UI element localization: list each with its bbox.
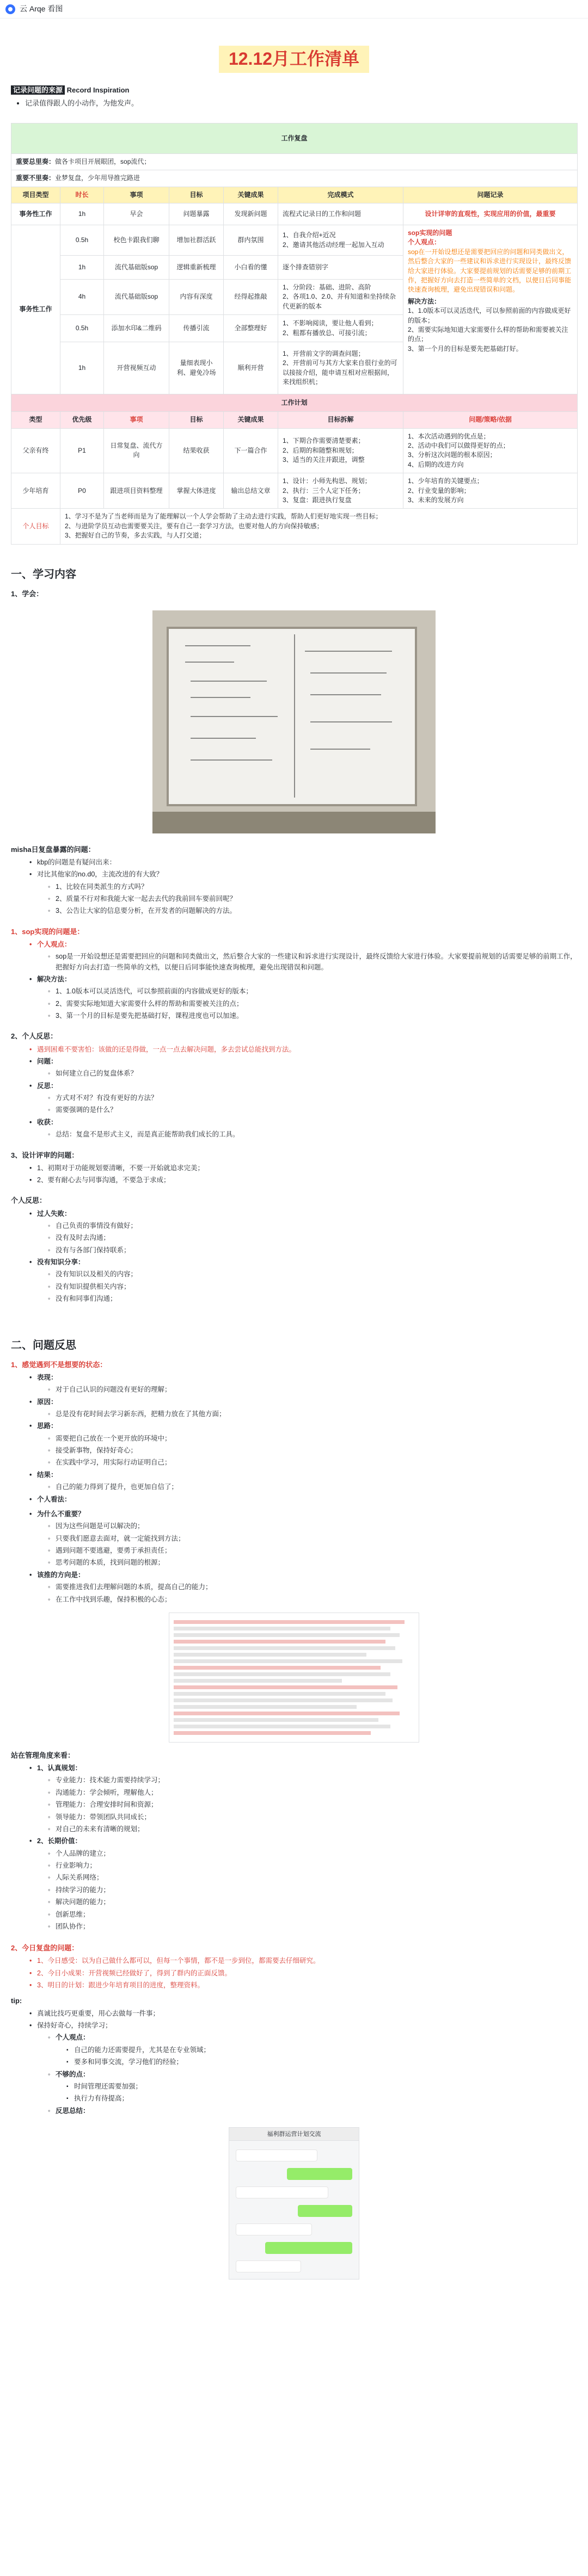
list-item: ◦ 接受新事物，保持好奇心； [48,1445,577,1456]
people-title: 2、个人反思： [11,1032,58,1041]
list-item: ◦ 因为这些问题是可以解决的； [48,1521,577,1531]
list-item: • 3、明日的计划：跟进少年培育项目的进度，整理资料。 [29,1980,577,1991]
list-item: ◦ 没有及时去沟通； [48,1233,577,1243]
sop-title: 1、sop实现的问题是： [11,927,84,936]
note-cell: sop实现的问题 个人观点： sop在一开始设想还是需要把回应的问题和同类做出文，然后整合大家的一些建议和诉求进行实现设计，最终反馈给大家进行体验。大家要提前规划的话需要足够的前期工作，把握好方向去打造一些简单的文档，以便日后同事能快速查询梳理，避免出现错误和问题。 解决方法： 1、1.0版本可以灵活迭代，可以参照前面的内容做成更好的版本； 2、需要实际地知道大家需要什么样的帮助和需要被关注的点； 3、第一个月的目标是要先把基础打好。 [403,225,578,394]
list-item: ◦ 个人观点： [48,2033,577,2043]
list-item: ◦ 在实践中学习，用实际行动证明自己； [48,1457,577,1468]
list-item: ◦ 总是没有花时间去学习新东西，把精力放在了其他方面； [48,1409,577,1419]
list-item: ◦ 专业能力：技术能力需要持续学习； [48,1775,577,1786]
list-item: ◦ 团队协作； [48,1922,577,1932]
summary-row: 重要总里奏：做各卡项目开展眼团，sop流代； [11,153,578,170]
list-item: • 原因： [29,1397,577,1407]
list-item: ◦ 领导能力：带领团队共同成长； [48,1812,577,1823]
list-item: • 2、要有耐心去与同事沟通，不要急于求成； [29,1175,577,1185]
document-title-wrap [11,46,577,73]
plan-table-header: 类型 优先级 事项 目标 关键成果 目标拆解 问题/策略/依据 [11,412,578,428]
list-item: ◦ 如何建立自己的复盘体系？ [48,1068,577,1079]
list-item: • 反思： [29,1081,577,1091]
table-row: 0.5h 添加水印&二维码 传播引流 全部整理好 1、不影响阅读，要让他人看到； 2、粗都有播放总、可接引流； [11,315,578,342]
list-item: • 没有知识分享： [29,1257,577,1268]
list-item: ◦ 2、质量不行对和我能大家一起去去代的我前回车要前回呢？ [48,894,577,904]
section-heading: 二、问题反思 [11,1339,76,1351]
chat-screenshot [229,2127,359,2280]
list-item: ◦ 解决问题的能力； [48,1897,577,1907]
table-row: 父亲有终 P1 日常复盘、流代方向 结果收获 下一篇合作 1、下期合作需要清楚要素； 2、后期的和随整和规划； 3、适当的关注并跟进，调整 1、本次活动遇到的优点是； 2、活动中我们可以做得更好的点； 3、分析这次问题的根本原因； 4、后期的改进方向 [11,428,578,473]
list-item: ◦ 总结：复盘不是形式主义，而是真正能帮助我们成长的工具。 [48,1129,577,1140]
list-item: ◦ 1、比较在同类派生的方式吗？ [48,882,577,892]
app-logo-icon [5,4,15,14]
table-row: 4h 流代基础版sop 内容有深度 经得起推敲 1、分阶段：基础、进阶、高阶 2、各项1.0、2.0、并有知道和坐持续杂代更新的版本 [11,280,578,315]
list-item: • 2、长期价值： [29,1836,577,1846]
list-item: • 个人观点： [29,940,577,950]
list-item: ◦ 个人品牌的建立； [48,1849,577,1859]
list-item: ◦ 不够的点： [48,2070,577,2080]
list-item: • 记录值得跟人的小动作，为他发声。 [25,98,577,109]
list-item: • 1、今日感受：以为自己做什么都可以，但每一个事情，都不是一步到位，都需要去仔细研究。 [29,1956,577,1966]
tip-label: tip: [11,1996,22,2005]
screenshot-note-image [169,1613,419,1743]
list-item: • 该推的方向是： [29,1570,577,1580]
list-item: ◦ 对于自己认识的问题没有更好的理解； [48,1385,577,1395]
plan-band: 工作计划 [11,394,578,412]
list-item: ◦ 管理能力：合理安排时间和资源； [48,1800,577,1810]
table-row: 少年培育 P0 跟进项目资料整理 掌握大体进度 输出总结文章 1、设计：小师先构思、规划； 2、执行：三个人定下任务； 3、复盘：跟进执行复盘 1、少年培育的关键要点； 2、行业变量的影响； 3、未来的发展方向 [11,473,578,509]
list-item: • 2、今日小成果：开营视频已经做好了，得到了群内的正面反馈。 [29,1968,577,1979]
table-row: 事务性工作 0.5h 校色卡跟我们聊 增加社群活跃 群内氛围 1、自我介绍+近况 2、邀请其他活动经理一起加入互动 sop实现的问题 个人观点： sop在一开始设想还是需要把回应的问题和同类做出文，然后整合大家的一些建议和诉求进行实现设计，最终反馈给大家进行体验。大家要提前规划的话需要足够的前期工作，把握好方向去打造一些简单的文档，以便日后同事能快速查询梳理，避免出现错误和问题。 解决方法： 1、1.0版本可以灵活迭代，可以参照前面的内容做成更好的版本； 2、需要实际地知道大家需要什么样的帮助和需要被关注的点； 3、第一个月的目标是要先把基础打好。 [11,225,578,256]
list-item: • 收获： [29,1117,577,1128]
list-item: • kbp的问题是有疑问出来： [29,857,577,868]
summary-row: 重要不里奏：业梦复盘，少年用导推完路进 [11,170,578,187]
list-item: • 真诚比技巧更重要，用心去做每一件事； [29,2009,577,2019]
list-item: ◦ 只要我们愿意去面对，就一定能找到方法； [48,1534,577,1544]
list-item: • 思路： [29,1421,577,1431]
list-item: ◦ 反思总结： [48,2106,577,2116]
list-item: ◦ 方式对不对？有没有更好的方法？ [48,1093,577,1103]
list-item: • 表现： [29,1373,577,1383]
today-title: 2、今日复盘的问题： [11,1944,79,1953]
plan-title: 站在管理角度来看： [11,1751,75,1759]
misha-title: misha日复盘暴露的问题： [11,845,95,854]
document-title: 12.12月工作清单 [219,46,369,73]
list-item: ◦ 2、需要实际地知道大家需要什么样的帮助和需要被关注的点； [48,999,577,1009]
list-item: • 为什么不重要？ [29,1509,577,1519]
list-item: ◦ 1、1.0版本可以灵活迭代，可以参照前面的内容做成更好的版本； [48,986,577,997]
list-item: • 保持好奇心，持续学习； [29,2021,577,2031]
design-title: 3、设计评审的问题： [11,1151,79,1159]
list-item: ◦ 3、公告让大家的信息要分析，在开发者的问题解决的方法。 [48,906,577,916]
app-title: 云 Arqe 看图 [20,4,63,13]
list-item: ▪ 要多和同事交流，学习他们的经验； [66,2057,577,2067]
list-item: • 1、认真规划： [29,1763,577,1774]
list-item: ◦ 需要推进我们去理解问题的本质，提高自己的能力； [48,1582,577,1592]
list-item: ◦ 没有与各部门保持联系； [48,1245,577,1256]
list-item: ◦ 自己负责的事情没有做好； [48,1221,577,1231]
list-item: ◦ 遇到问题不要逃避，要勇于承担责任； [48,1546,577,1556]
document-page [0,46,588,2280]
list-item: ◦ 思考问题的本质，找到问题的根源； [48,1558,577,1568]
review-band: 工作复盘 [11,123,578,153]
subheading: 1、学会： [11,589,44,598]
whiteboard-photo [152,610,436,833]
list-item: ▪ 自己的能力还需要提升，尤其是在专业领域； [66,2045,577,2055]
table-row: 1h 流代基础版sop 逻辑重新梳理 小白看的懂 逐个排查错别字 [11,256,578,280]
work-table [11,123,578,545]
app-titlebar [0,0,588,18]
list-item: • 问题： [29,1057,577,1067]
list-item: ◦ 需要把自己放在一个更开放的环境中； [48,1434,577,1444]
q-title: 1、感觉遇到不是想要的状态： [11,1360,107,1369]
list-item: ◦ 创新思维； [48,1910,577,1920]
list-item: ◦ 3、第一个月的目标是要先把基础打好，课程进度也可以加速。 [48,1011,577,1021]
chat-title: 福利群运营计划交流 [229,2128,359,2141]
list-item: ◦ sop是一开始设想还是需要把回应的问题和同类做出文，然后整合大家的一些建议和诉求进行实现设计，最终反馈给大家进行体验。大家要提前规划的话需要足够的前期工作，把握好方向去打造一些简单的文档，以便日后同事能快速查询梳理，避免出现错误和问题。 [48,952,577,973]
list-item: • 解决方法： [29,974,577,985]
list-item: ◦ 没有知识以及相关的内容； [48,1269,577,1280]
list-item: ◦ 人际关系网络； [48,1873,577,1883]
table-row: 事务性工作 1h 早会 问题暴露 发现新问题 流程式记录日的工作和问题 设计详审的直观性，实现应用的价值，最重要 [11,203,578,225]
list-item: ▪ 执行力有待提高； [66,2093,577,2104]
table-row: 1h 开营视频互动 量细表现小利、避免冷场 顺利开营 1、开营前文字的调查问题； 2、开营前可与其方大家来自很行业的可以接接介绍，能申请互相对应根据间，来找组织机； [11,342,578,394]
list-item: • 对比其他家的no.d0，主流改进的有大致？ [29,869,577,880]
list-item: • 结果： [29,1470,577,1480]
list-item: ◦ 需要强调的是什么？ [48,1105,577,1115]
list-item: • 个人看法： [29,1494,577,1505]
table-row: 个人目标 1、学习不是为了当老师而是为了能理解以一个人学会帮助了主动去进行实践，帮助人们更好地实现一些目标； 2、与进阶学员互动也需要要关注，要有自己一套学习方法，也要对他人的方向保持敏感； 3、把握好自己的节奏，多去实践，与人打交道； [11,509,578,544]
list-item: ◦ 没有和同事们沟通； [48,1294,577,1304]
list-item: ▪ 时间管理还需要加强； [66,2081,577,2092]
list-item: • 过人失败： [29,1209,577,1219]
list-item: ◦ 行业影响力； [48,1861,577,1871]
list-item: ◦ 沟通能力：学会倾听，理解他人； [48,1788,577,1798]
growth-title: 个人反思： [11,1196,47,1205]
list-item: ◦ 持续学习的能力； [48,1885,577,1895]
table-header: 项目类型 时长 事项 目标 关键成果 完成模式 问题记录 [11,187,578,203]
list-item: ◦ 没有知识提供相关内容； [48,1282,577,1292]
list-item: • 遇到困难不要害怕：该做的还是得做，一点一点去解决问题，多去尝试总能找到方法。 [29,1045,577,1055]
record-list [25,98,577,109]
list-item: ◦ 在工作中找到乐趣，保持积极的心态； [48,1595,577,1605]
list-item: ◦ 自己的能力得到了提升，也更加自信了； [48,1482,577,1492]
record-label: 记录问题的来源 Record Inspiration [11,85,129,96]
list-item: ◦ 对自己的未来有清晰的规划； [48,1824,577,1834]
list-item: • 1、初期对于功能规划要清晰，不要一开始就追求完美； [29,1163,577,1173]
section-heading: 一、学习内容 [11,568,76,580]
